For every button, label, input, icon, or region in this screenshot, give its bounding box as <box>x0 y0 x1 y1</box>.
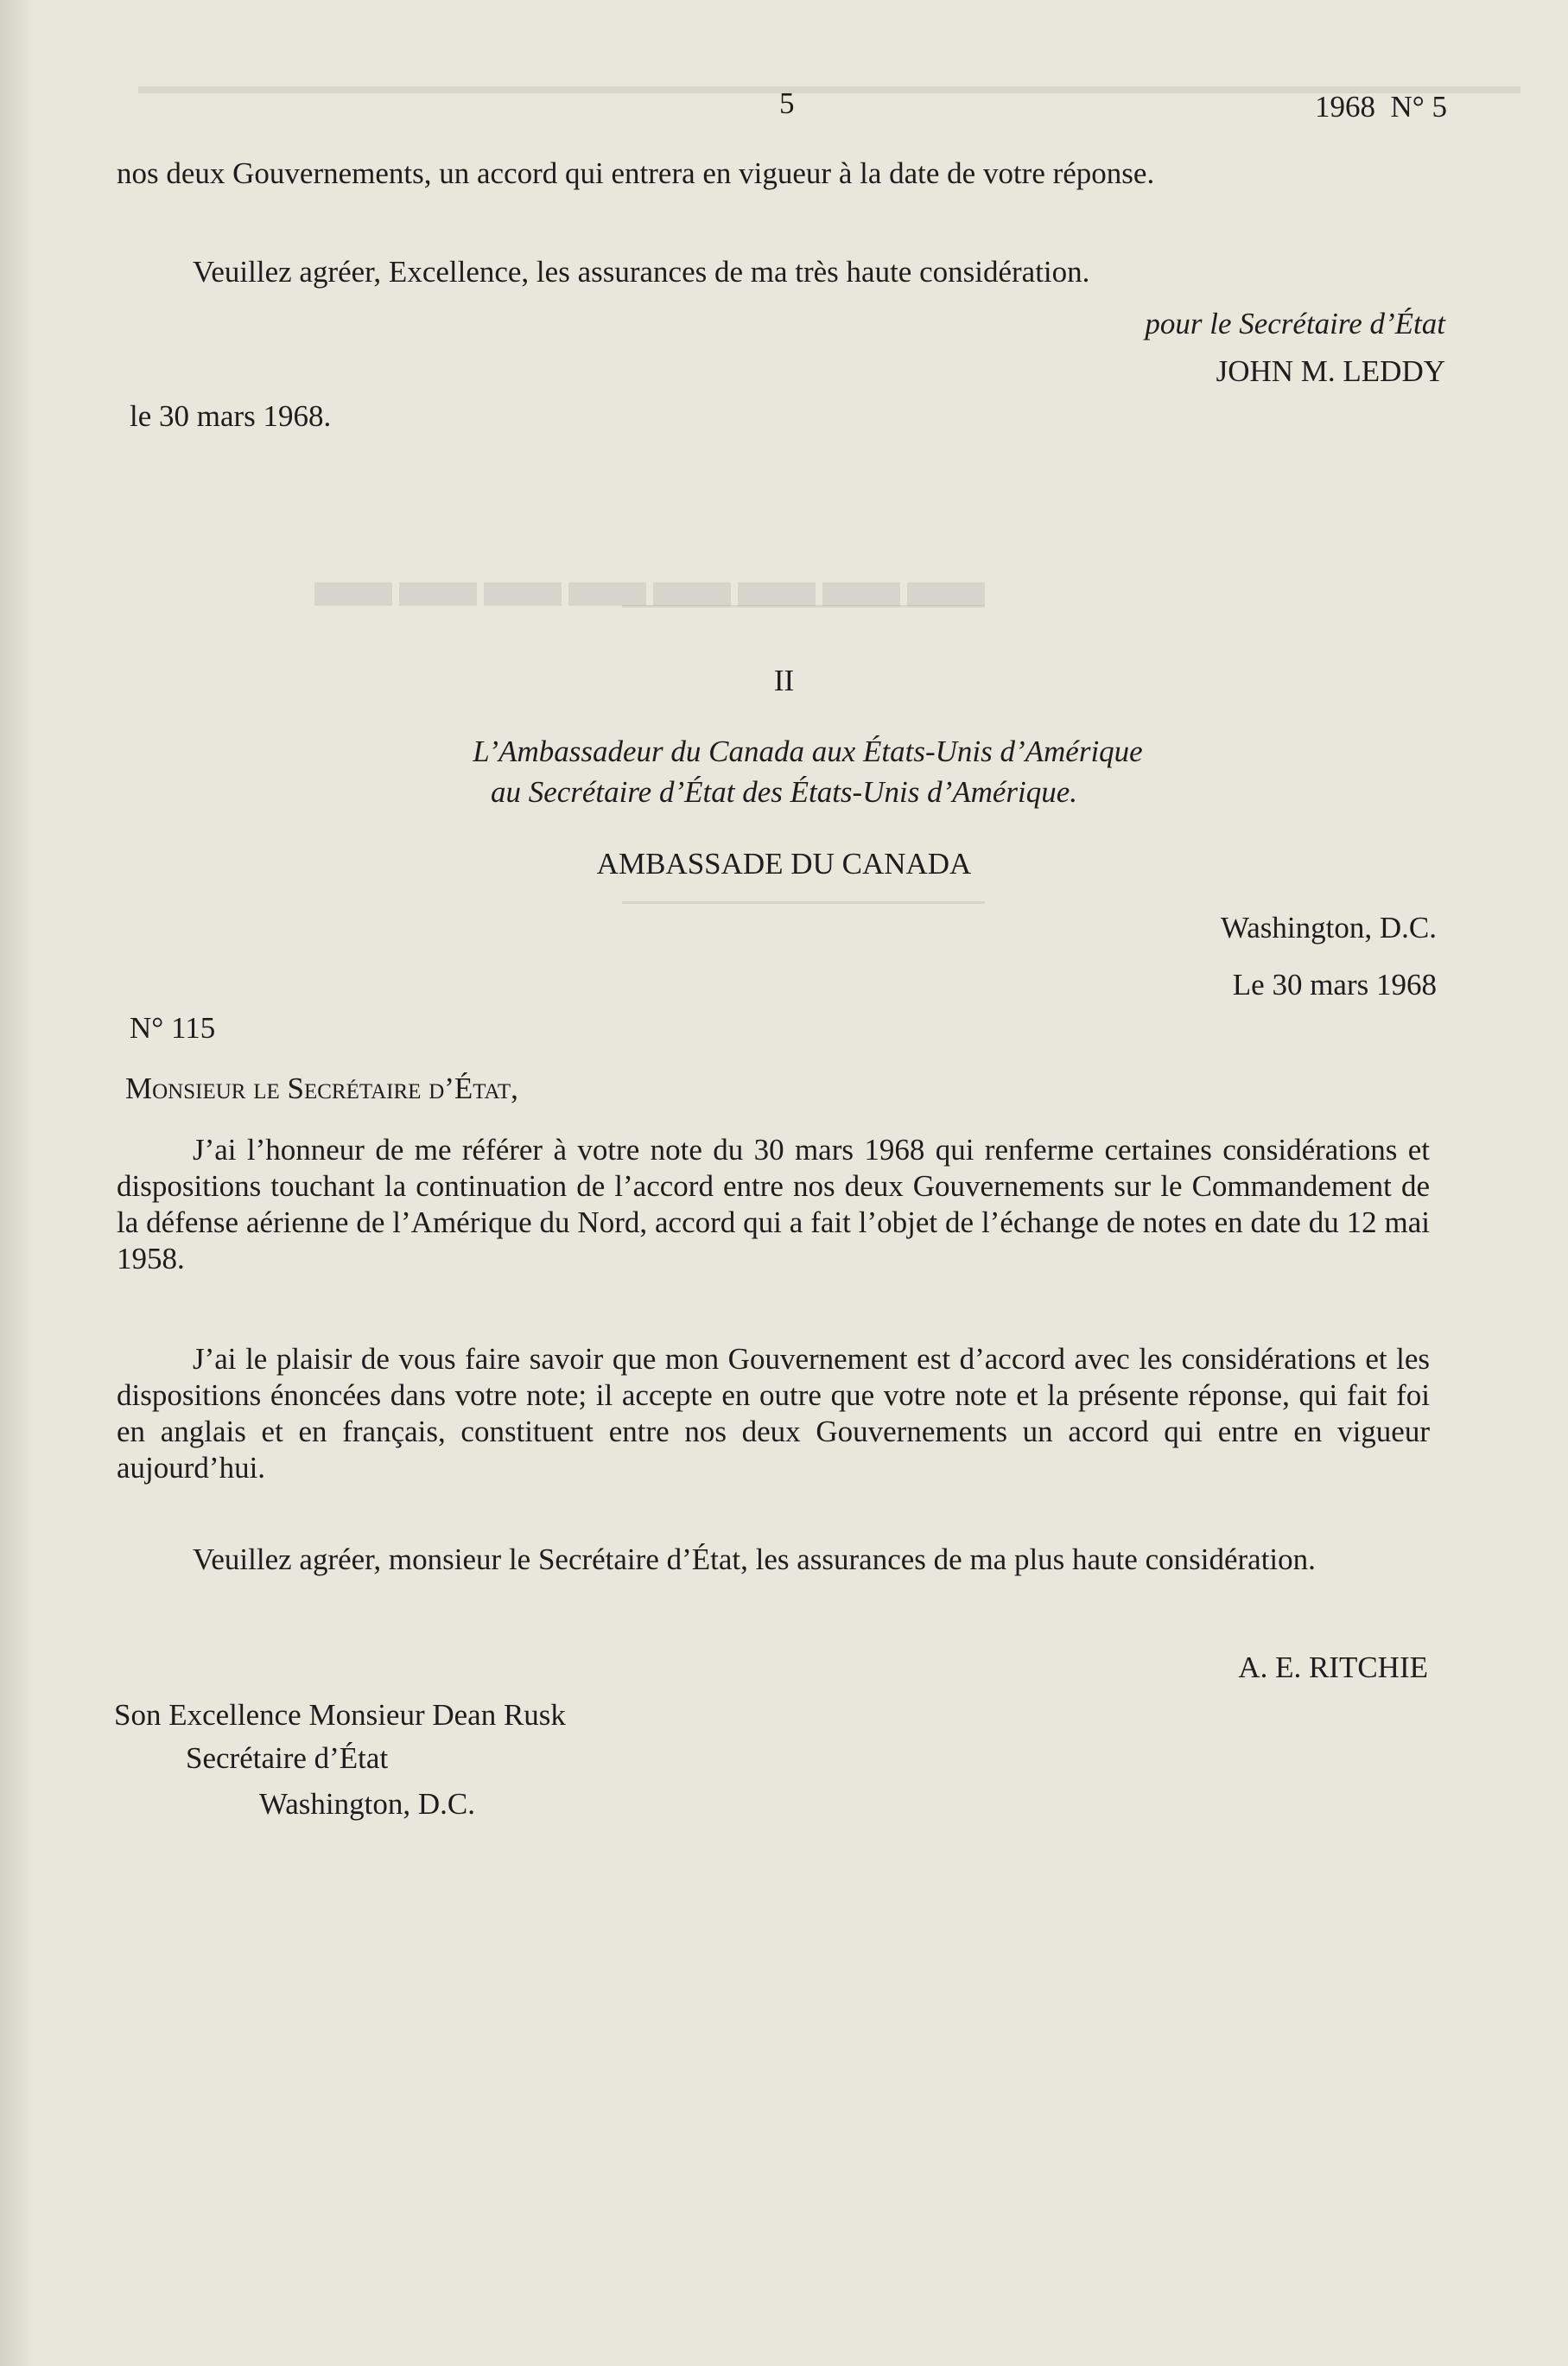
recipient-title: Secrétaire d’État <box>186 1741 389 1775</box>
letter2-address: Monsieur le Secrétaire d’État, <box>125 1072 518 1105</box>
letter2-paragraph-1: J’ai l’honneur de me référer à votre note du 30 mars 1968 qui renferme certaines considérations et dispositions touchant la continuation de l’accord entre nos deux Gouvernements sur le Commandement de la défense aérienne de l’Amérique du Nord, accord qui a fait l’objet de l’échange de notes en date du 12 mai 1958. <box>117 1133 1430 1275</box>
letter2-heading-line2: au Secrétaire d’État des États-Unis d’Amérique. <box>490 775 1078 809</box>
page-number: 5 <box>779 86 795 120</box>
bleed-through-block <box>138 86 1520 93</box>
letter1-signature-name: JOHN M. LEDDY <box>1216 354 1445 388</box>
section-numeral: II <box>773 664 795 697</box>
series-number: 1968 N° 5 <box>1314 90 1447 124</box>
letter2-date: Le 30 mars 1968 <box>1232 968 1437 1002</box>
letter2-signature: A. E. RITCHIE <box>1238 1650 1428 1684</box>
recipient-location: Washington, D.C. <box>259 1787 475 1821</box>
letter2-reference: N° 115 <box>130 1011 216 1045</box>
letter1-salutation: Veuillez agréer, Excellence, les assurances de ma très haute considération. <box>193 255 1090 289</box>
recipient-name: Son Excellence Monsieur Dean Rusk <box>114 1698 566 1732</box>
letter1-signature-title: pour le Secrétaire d’État <box>1145 307 1445 340</box>
letter1-date: le 30 mars 1968. <box>130 399 332 433</box>
letter2-paragraph-3: Veuillez agréer, monsieur le Secrétaire d’État, les assurances de ma plus haute considération. <box>193 1542 1316 1576</box>
letter2-place: Washington, D.C. <box>1221 911 1437 944</box>
letter1-closing-text: nos deux Gouvernements, un accord qui entrera en vigueur à la date de votre réponse. <box>117 156 1155 190</box>
letter2-paragraph-2: J’ai le plaisir de vous faire savoir que mon Gouvernement est d’accord avec les considérations et les dispositions énoncées dans votre note; il accepte en outre que votre note et la présente réponse, qui fait foi en anglais et en français, constituent entre nos deux Gouvernements un accord qui entre en vigueur aujourd’hui. <box>117 1342 1430 1485</box>
embassy-name: AMBASSADE DU CANADA <box>596 847 972 881</box>
letter2-heading-line1: L’Ambassadeur du Canada aux États-Unis d’Amérique <box>473 735 1143 768</box>
bleed-through-block: ▬▬▬▬▬▬▬▬ <box>308 537 985 623</box>
page-gutter-shadow <box>0 0 35 2366</box>
